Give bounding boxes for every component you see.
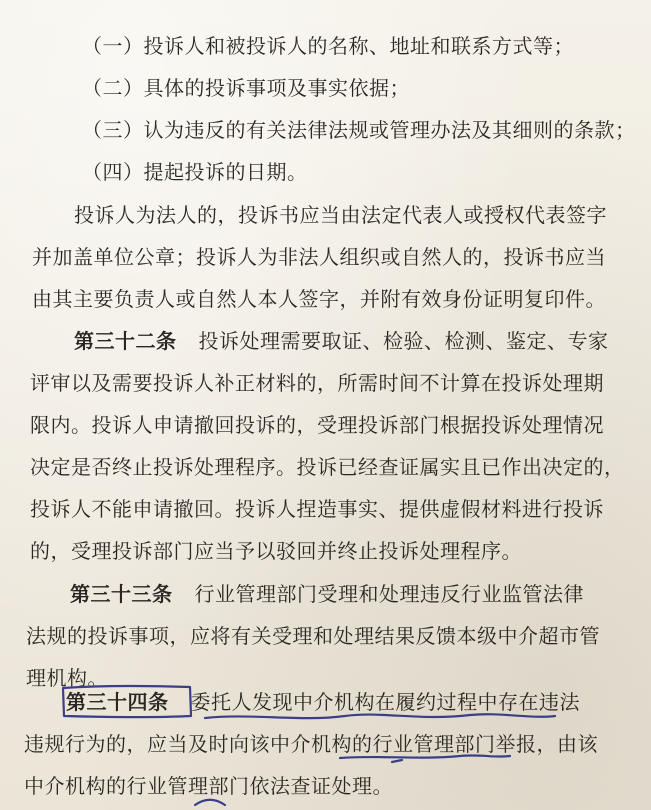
article-34-line: 违规行为的，应当及时向该中介机构的行业管理部门举报，由该	[24, 732, 598, 756]
article-34-line: 中介机构的行业管理部门依法查证处理。	[24, 774, 393, 798]
article-32-text: 投诉处理需要取证、检验、检测、鉴定、专家	[198, 329, 609, 353]
article-32-first-line	[74, 329, 609, 353]
article-34-text: 委托人发现中介机构在履约过程中存在违法	[190, 690, 580, 714]
article-34-heading: 第三十四条	[66, 690, 169, 714]
item-1: （一）投诉人和被投诉人的名称、地址和联系方式等；	[82, 34, 574, 58]
underline-annotation	[205, 714, 555, 718]
pen-mark	[195, 800, 225, 805]
article-32-line: 评审以及需要投诉人补正材料的，所需时间不计算在投诉处理期	[30, 371, 604, 395]
item-4: （四）提起投诉的日期。	[82, 160, 308, 184]
article-32-heading: 第三十二条	[74, 329, 177, 353]
article-32-line: 投诉人不能申请撤回。投诉人捏造事实、提供虚假材料进行投诉	[30, 497, 604, 521]
article-33-first-line	[70, 582, 584, 606]
article-33-line: 理机构。	[26, 666, 108, 690]
article-32-line: 决定是否终止投诉处理程序。投诉已经查证属实且已作出决定的，	[30, 455, 625, 479]
item-2: （二）具体的投诉事项及事实依据；	[82, 76, 410, 100]
article-32-line: 限内。投诉人申请撤回投诉的，受理投诉部门根据投诉处理情况	[30, 413, 604, 437]
article-34-first-line	[66, 690, 580, 714]
paragraph-line: 并加盖单位公章；投诉人为非法人组织或自然人的，投诉书应当	[32, 245, 606, 269]
item-3: （三）认为违反的有关法律法规或管理办法及其细则的条款；	[82, 118, 636, 142]
article-33-text: 行业管理部门受理和处理违反行业监管法律	[194, 582, 584, 606]
article-33-line: 法规的投诉事项，应将有关受理和处理结果反馈本级中介超市管	[26, 624, 600, 648]
paragraph-line: 投诉人为法人的，投诉书应当由法定代表人或授权代表签字	[74, 203, 607, 227]
article-33-heading: 第三十三条	[70, 582, 173, 606]
pen-mark	[392, 760, 402, 762]
article-32-line: 的，受理投诉部门应当予以驳回并终止投诉处理程序。	[30, 539, 522, 563]
paragraph-line: 由其主要负责人或自然人本人签字，并附有效身份证明复印件。	[32, 287, 606, 311]
